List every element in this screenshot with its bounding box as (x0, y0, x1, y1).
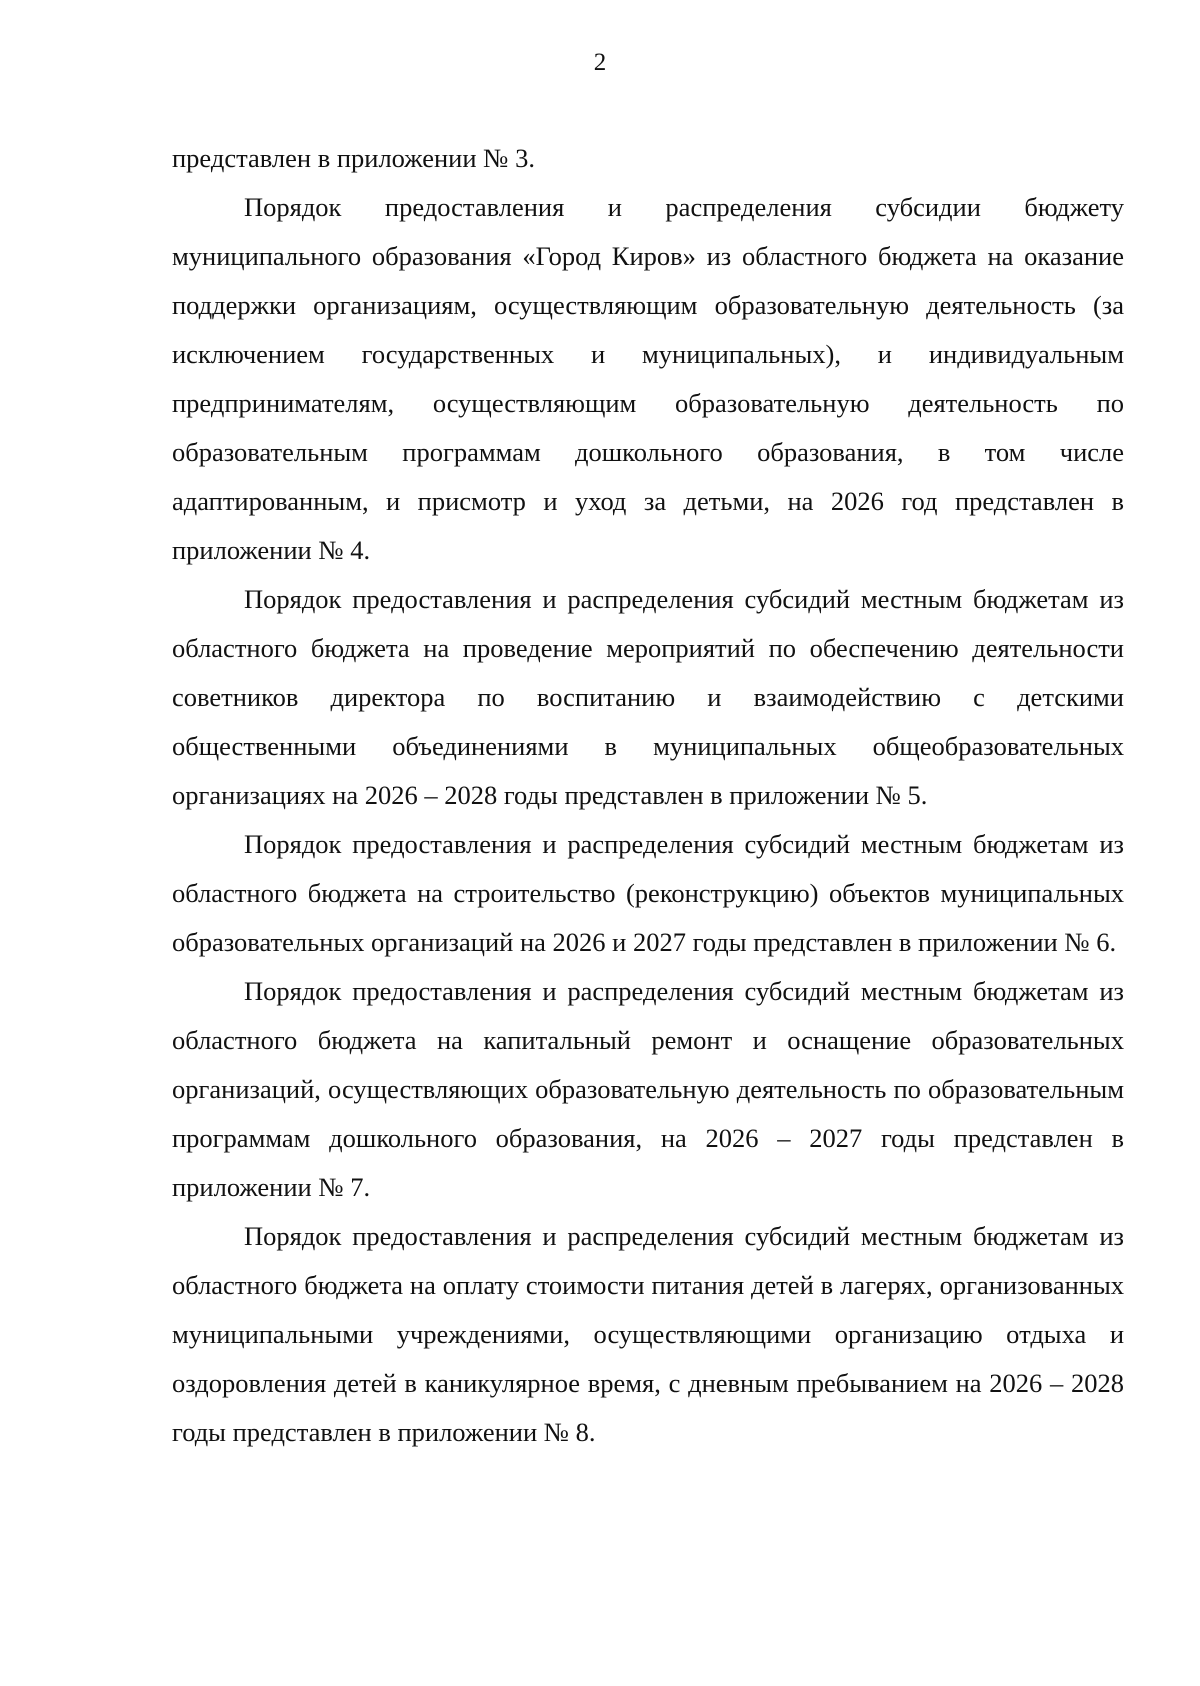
paragraph-appendix-8: Порядок предоставления и распределения субсидий местным бюджетам из областного бюджета на оплату стоимости питания детей в лагерях, организованных муниципальными учреждениями, осуществляющими организацию отдыха и оздоровления детей в каникулярное время, с дневным пребыванием на 2026 – 2028 годы представлен в приложении № 8. (172, 1221, 1124, 1447)
paragraph-continuation: представлен в приложении № 3. (172, 143, 535, 173)
paragraph-appendix-6: Порядок предоставления и распределения субсидий местным бюджетам из областного бюджета на строительство (реконструкцию) объектов муниципальных образовательных организаций на 2026 и 2027 годы представлен в приложении № 6. (172, 829, 1124, 957)
paragraph-appendix-4: Порядок предоставления и распределения субсидии бюджету муниципального образования «Город Киров» из областного бюджета на оказание поддержки организациям, осуществляющим образовательную деятельность (за исключением государственных и муниципальных), и индивидуальным предпринимателям, осуществляющим образовательную деятельность по образовательным программам дошкольного образования, в том числе адаптированным, и присмотр и уход за детьми, на 2026 год представлен в приложении № 4. (172, 192, 1124, 565)
paragraph-appendix-7: Порядок предоставления и распределения субсидий местным бюджетам из областного бюджета на капитальный ремонт и оснащение образовательных организаций, осуществляющих образовательную деятельность по образовательным программам дошкольного образования, на 2026 – 2027 годы представлен в приложении № 7. (172, 976, 1124, 1202)
paragraph-appendix-5: Порядок предоставления и распределения субсидий местным бюджетам из областного бюджета на проведение мероприятий по обеспечению деятельности советников директора по воспитанию и взаимодействию с детскими общественными объединениями в муниципальных общеобразовательных организациях на 2026 – 2028 годы представлен в приложении № 5. (172, 584, 1124, 810)
document-body (172, 134, 1124, 1457)
page-number: 2 (593, 49, 607, 76)
